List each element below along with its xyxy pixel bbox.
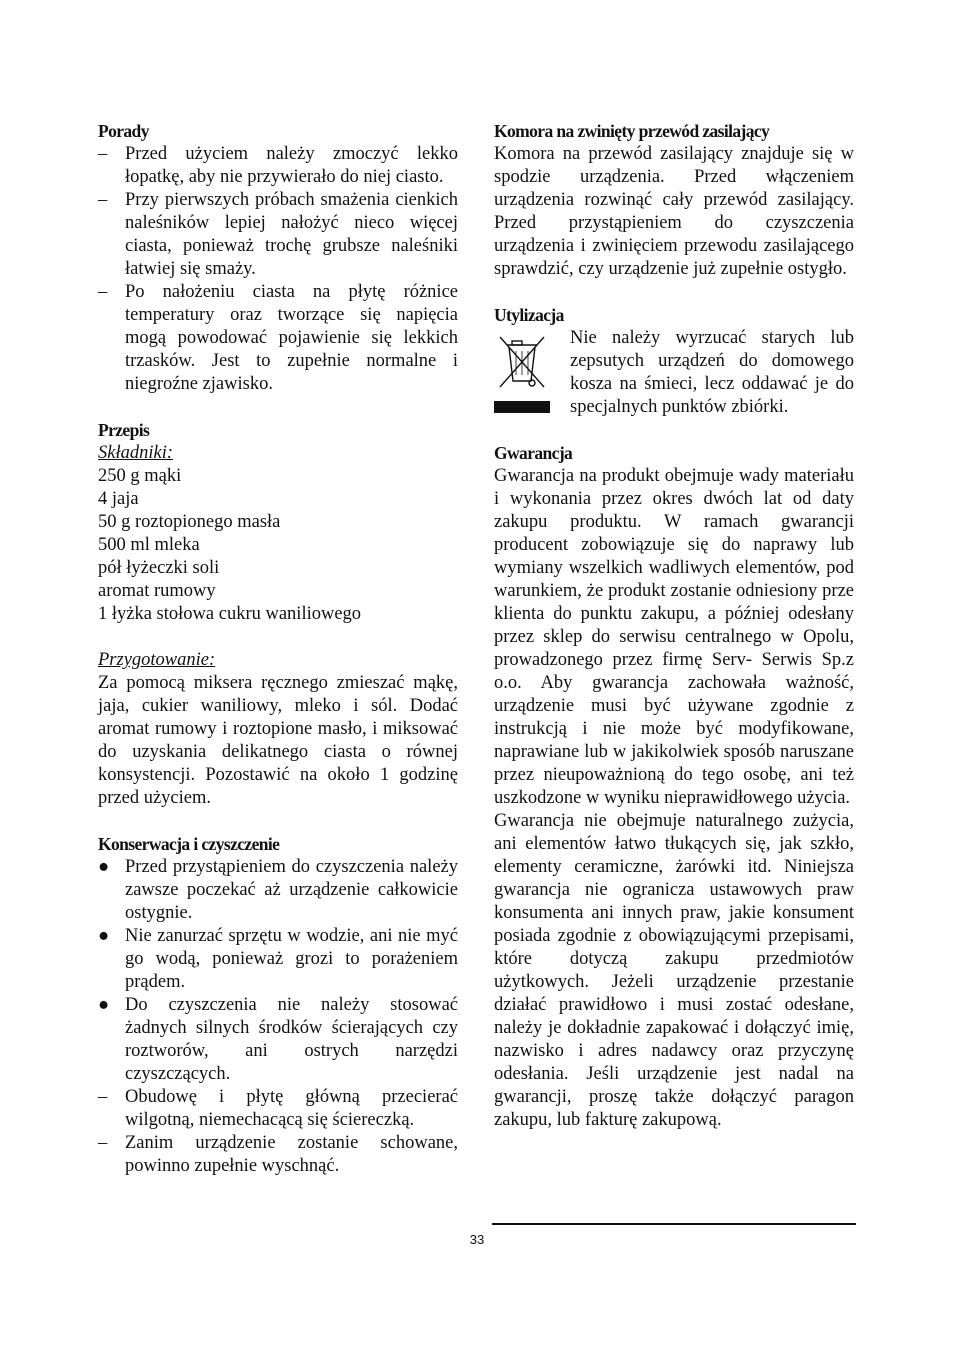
warranty-paragraph: Gwarancja nie obejmuje naturalnego zużycia, ani elementów łatwo tłukących się, jak szkło, elementy ceramiczne, żarówki itd. Niniejsza gwarancja nie ogranicza ustawowych praw konsumenta ani innych praw, jakie konsument posiada zgodnie z obowiązującymi przepisami, które dotyczą zakupu przedmiotów użytkowych. Jeżeli urządzenie przestanie działać prawidłowo i musi zostać odesłane, należy je dokładnie zapakować i dołączyć imię, nazwisko i adres nadawcy oraz przyczynę odesłania. Jeśli urządzenie jest nadal na gwarancji, proszę także dołączyć paragon zakupu, lub fakturę zakupową. bbox=[494, 811, 854, 1130]
maintenance-list bbox=[98, 856, 458, 1178]
list-item-text: Przy pierwszych próbach smażenia cienkich naleśników lepiej nałożyć nieco więcej ciasta, ponieważ trochę grubsze naleśniki łatwiej się smaży. bbox=[125, 190, 458, 279]
tips-section bbox=[98, 120, 458, 396]
list-item-text: Nie zanurzać sprzętu w wodzie, ani nie myć go wodą, ponieważ grozi to porażeniem prądem. bbox=[125, 926, 458, 992]
cord-storage-section bbox=[494, 120, 854, 281]
ingredient-item: 500 ml mleka bbox=[98, 535, 200, 555]
warranty-section bbox=[494, 442, 854, 1132]
list-item bbox=[98, 925, 458, 994]
list-item-text: Po nałożeniu ciasta na płytę różnice temperatury oraz tworzące się napięcia mogą powodować pojawienie się lekkich trzasków. Jest to zupełnie normalne i niegroźne zjawisko. bbox=[125, 282, 458, 394]
recipe-section bbox=[98, 419, 458, 810]
warranty-heading: Gwarancja bbox=[494, 443, 573, 463]
tips-list bbox=[98, 143, 458, 396]
list-item bbox=[98, 994, 458, 1086]
bullet-marker: ● bbox=[98, 857, 110, 877]
maintenance-heading: Konserwacja i czyszczenie bbox=[98, 834, 280, 854]
list-item bbox=[98, 281, 458, 396]
dash-marker: – bbox=[98, 190, 108, 210]
list-item bbox=[98, 143, 458, 189]
disposal-heading: Utylizacja bbox=[494, 305, 564, 325]
tips-heading: Porady bbox=[98, 121, 149, 141]
list-item bbox=[98, 1132, 458, 1178]
crossed-out-wheelie-bin-icon bbox=[494, 331, 550, 415]
preparation-text: Za pomocą miksera ręcznego zmieszać mąkę, jaja, cukier waniliowy, mleko i sól. Dodać aromat rumowy i roztopione masło, i miksować do uzyskania delikatnego ciasta o równej konsystencji. Pozostawić na około 1 godzinę przed użyciem. bbox=[98, 673, 458, 808]
ingredient-item: 1 łyżka stołowa cukru waniliowego bbox=[98, 604, 362, 624]
list-item-text: Przed przystąpieniem do czyszczenia należy zawsze poczekać aż urządzenie całkowicie ostygnie. bbox=[125, 857, 458, 923]
disposal-text: Nie należy wyrzucać starych lub zepsutych urządzeń do domowego kosza na śmieci, lecz oddawać je do specjalnych punktów zbiórki. bbox=[570, 328, 854, 417]
recipe-heading: Przepis bbox=[98, 420, 150, 440]
warranty-paragraph: Gwarancja na produkt obejmuje wady materiału i wykonania przez okres dwóch lat od daty zakupu produktu. W ramach gwarancji producent zobowiązuje się do naprawy lub wymiany wszelkich wadliwych elementów, pod warunkiem, że produkt zostanie odniesiony prze klienta do punktu zakupu, a później odesłany przez sklep do serwisu centralnego w Opolu, prowadzonego przez firmę Serv- Serwis Sp.z o.o. Aby gwarancja zachowała ważność, urządzenie musi być używane zgodnie z instrukcją i nie może być modyfikowane, naprawiane lub w jakikolwiek sposób naruszane przez nieupoważnioną do tego osobę, ani też uszkodzone w wyniku nieprawidłowego użycia. bbox=[494, 466, 854, 808]
ingredient-item: aromat rumowy bbox=[98, 581, 216, 601]
page-number: 33 bbox=[469, 1232, 485, 1247]
dash-marker: – bbox=[98, 282, 108, 302]
list-item-text: Zanim urządzenie zostanie schowane, powinno zupełnie wyschnąć. bbox=[125, 1133, 458, 1176]
ingredient-item: pół łyżeczki soli bbox=[98, 558, 220, 578]
ingredients-label: Składniki: bbox=[98, 443, 174, 463]
preparation-label: Przygotowanie: bbox=[98, 650, 216, 670]
list-item-text: Do czyszczenia nie należy stosować żadnych silnych środków ścierających czy roztworów, ani ostrych narzędzi czyszczących. bbox=[125, 995, 458, 1084]
ingredient-item: 4 jaja bbox=[98, 489, 139, 509]
list-item bbox=[98, 856, 458, 925]
list-item-text: Obudowę i płytę główną przecierać wilgotną, niemechacącą się ściereczką. bbox=[125, 1087, 458, 1130]
bullet-marker: ● bbox=[98, 926, 110, 946]
footer-rule bbox=[492, 1223, 856, 1225]
left-column bbox=[98, 120, 458, 1178]
dash-marker: – bbox=[98, 1087, 108, 1107]
dash-marker: – bbox=[98, 1133, 108, 1153]
maintenance-section bbox=[98, 833, 458, 1178]
cord-storage-heading: Komora na zwinięty przewód zasilający bbox=[494, 121, 770, 141]
list-item bbox=[98, 189, 458, 281]
disposal-section bbox=[494, 304, 854, 419]
bullet-marker: ● bbox=[98, 995, 110, 1015]
list-item bbox=[98, 1086, 458, 1132]
ingredients-list bbox=[98, 465, 458, 626]
ingredient-item: 50 g roztopionego masła bbox=[98, 512, 281, 532]
dash-marker: – bbox=[98, 144, 108, 164]
cord-storage-text: Komora na przewód zasilający znajduje się w spodzie urządzenia. Przed włączeniem urządzenia rozwinąć cały przewód zasilający. Przed przystąpieniem do czyszczenia urządzenia i zwinięciem przewodu zasilającego sprawdzić, czy urządzenie już zupełnie ostygło. bbox=[494, 144, 854, 279]
list-item-text: Przed użyciem należy zmoczyć lekko łopatkę, aby nie przywierało do niej ciasto. bbox=[125, 144, 458, 187]
right-column bbox=[494, 120, 854, 1132]
ingredient-item: 250 g mąki bbox=[98, 466, 182, 486]
